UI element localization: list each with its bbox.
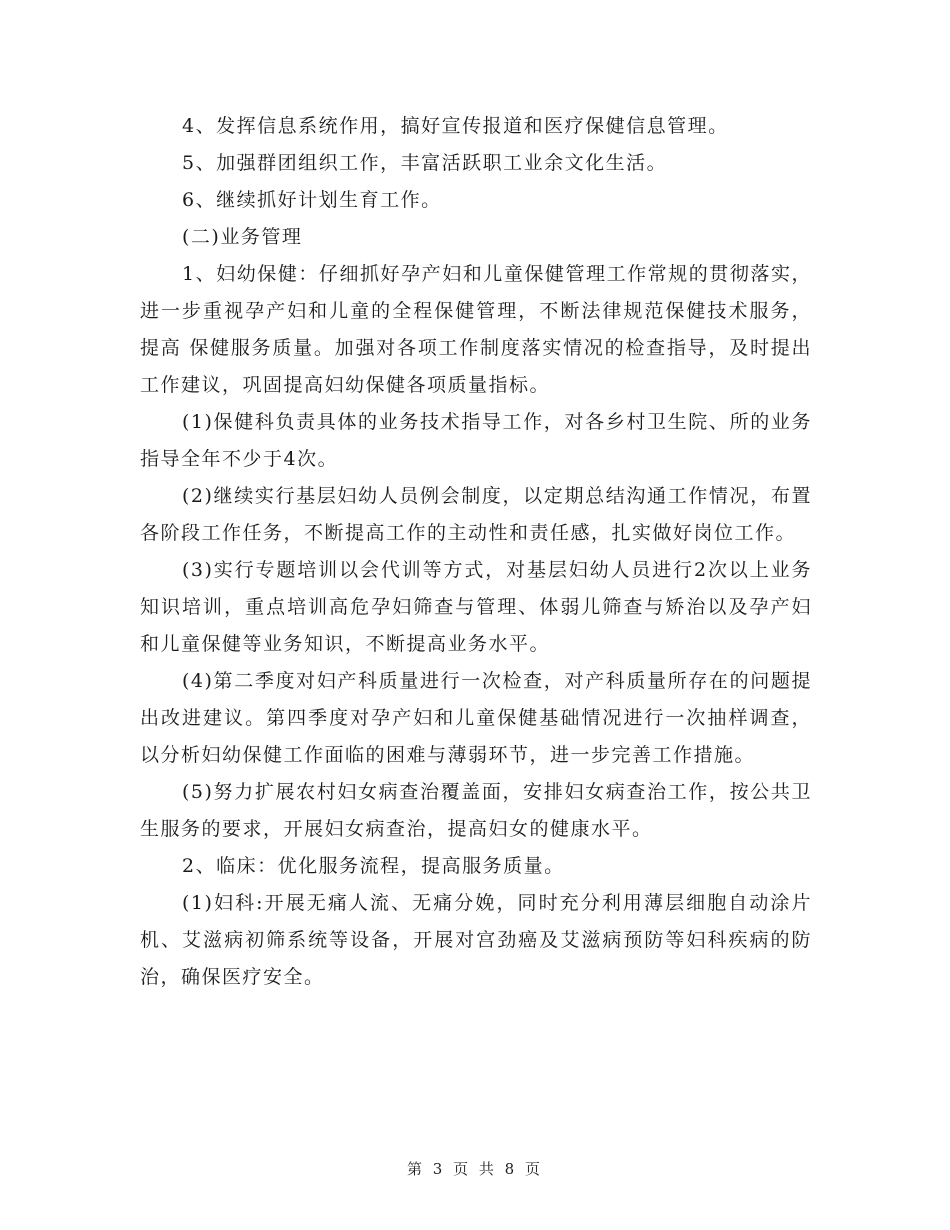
paragraph-item-6: 6、继续抓好计划生育工作。 — [182, 189, 442, 211]
paragraph-subitem-1: (1)保健科负责具体的业务技术指导工作，对各乡村卫生院、所的业务指导全年不少于4次。 — [140, 411, 812, 470]
paragraph-clinical: 2、临床：优化服务流程，提高服务质量。 — [182, 855, 565, 877]
paragraph-item-4: 4、发挥信息系统作用，搞好宣传报道和医疗保健信息管理。 — [182, 115, 729, 137]
page-number-footer: 第 3 页 共 8 页 — [407, 1160, 543, 1178]
paragraph-item-5: 5、加强群团组织工作，丰富活跃职工业余文化生活。 — [182, 152, 668, 174]
paragraph-maternal-child-health: 1、妇幼保健：仔细抓好孕产妇和儿童保健管理工作常规的贯彻落实，进一步重视孕产妇和儿童的全程保健管理，不断法律规范保健技术服务，提高 保健服务质量。加强对各项工作制度落实情况的检查指导，及时提出工作建议，巩固提高妇幼保健各项质量指标。 — [140, 263, 812, 396]
section-heading-business-management: (二)业务管理 — [182, 226, 303, 248]
document-body — [140, 108, 812, 996]
paragraph-subitem-4: (4)第二季度对妇产科质量进行一次检查，对产科质量所存在的问题提出改进建议。第四季度对孕产妇和儿童保健基础情况进行一次抽样调查，以分析妇幼保健工作面临的困难与薄弱环节，进一步完善工作措施。 — [140, 670, 812, 766]
paragraph-subitem-3: (3)实行专题培训以会代训等方式，对基层妇幼人员进行2次以上业务知识培训，重点培训高危孕妇筛查与管理、体弱儿筛查与矫治以及孕产妇和儿童保健等业务知识，不断提高业务水平。 — [140, 559, 812, 655]
paragraph-subitem-2: (2)继续实行基层妇幼人员例会制度，以定期总结沟通工作情况，布置各阶段工作任务，不断提高工作的主动性和责任感，扎实做好岗位工作。 — [140, 485, 812, 544]
paragraph-subitem-5: (5)努力扩展农村妇女病查治覆盖面，安排妇女病查治工作，按公共卫生服务的要求，开展妇女病查治，提高妇女的健康水平。 — [140, 781, 812, 840]
paragraph-gynecology: (1)妇科:开展无痛人流、无痛分娩，同时充分利用薄层细胞自动涂片机、艾滋病初筛系统等设备，开展对宫劲癌及艾滋病预防等妇科疾病的防治，确保医疗安全。 — [140, 892, 812, 988]
